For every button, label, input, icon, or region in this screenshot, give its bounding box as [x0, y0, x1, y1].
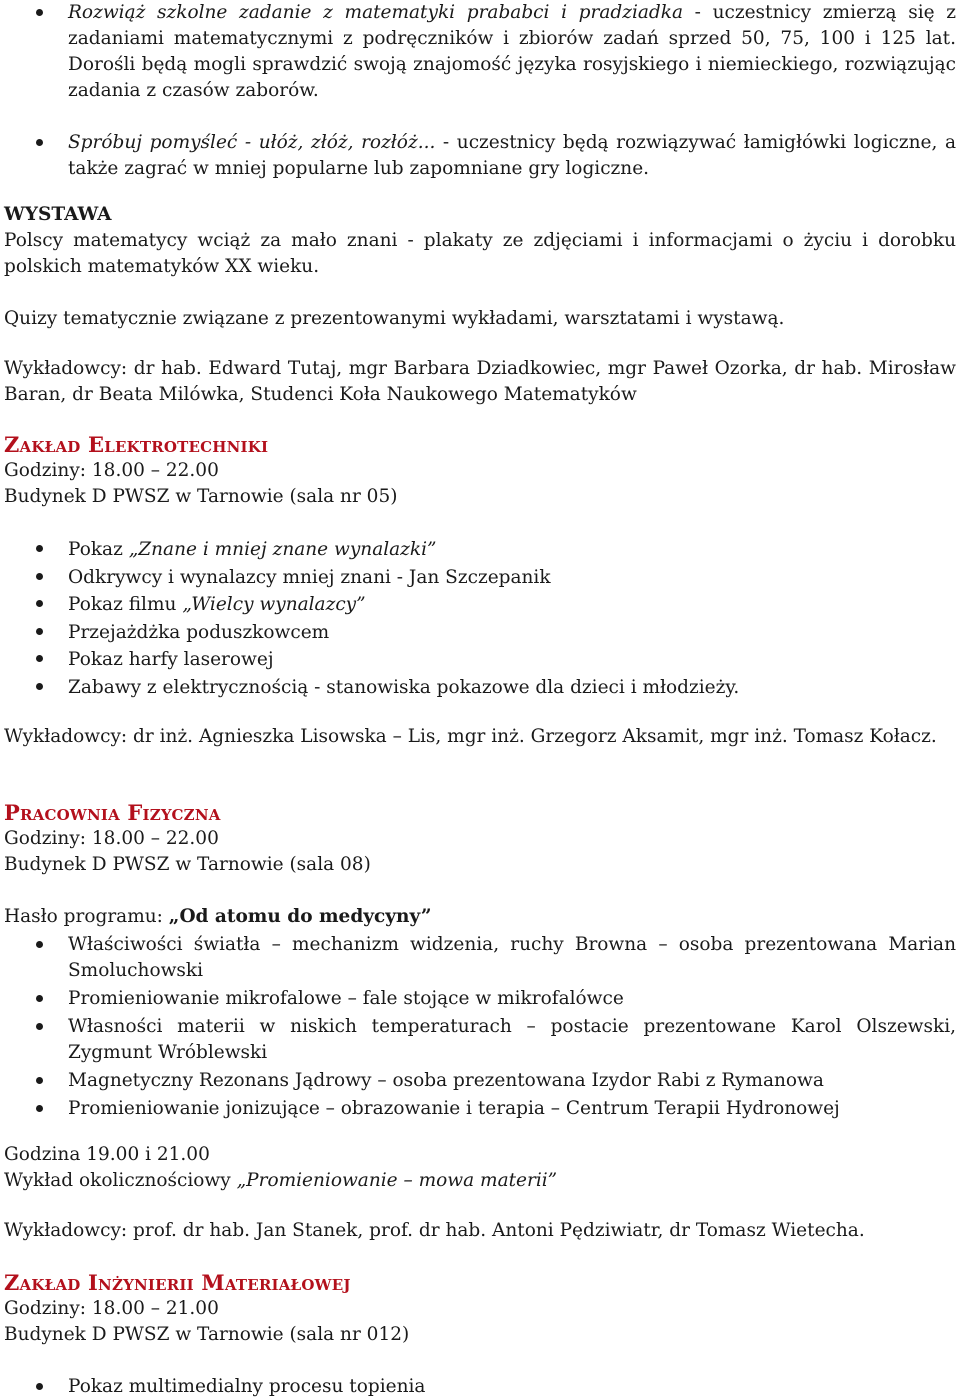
list-item: Właściwości światła – mechanizm widzenia, ruchy Browna – osoba prezentowana Marian Smoluchowski	[0, 932, 956, 984]
lecture-title-line	[4, 1168, 956, 1194]
wystawa-heading: WYSTAWA	[4, 204, 112, 225]
fizyka-lecture	[4, 1142, 956, 1194]
fizyka-list	[0, 932, 956, 1122]
section-heading: Zakład Inżynierii Materiałowej	[4, 1270, 351, 1295]
section-location: Budynek D PWSZ w Tarnowie (sala nr 012)	[4, 1324, 410, 1345]
list-item	[0, 536, 956, 564]
lecture-time: Godzina 19.00 i 21.00	[4, 1144, 210, 1165]
list-item: Własności materii w niskich temperaturach – postacie prezentowane Karol Olszewski, Zygmunt Wróblewski	[0, 1014, 956, 1066]
list-item: Pokaz multimedialny procesu topienia	[0, 1374, 956, 1400]
materialy-list	[0, 1374, 956, 1400]
fizyka-section	[4, 800, 956, 878]
list-item: Promieniowanie mikrofalowe – fale stojące w mikrofalówce	[0, 986, 956, 1012]
list-item	[0, 674, 956, 702]
item-title: „Znane i mniej znane wynalazki”	[128, 539, 437, 560]
fizyka-lecturers: Wykładowcy: prof. dr hab. Jan Stanek, prof. dr hab. Antoni Pędziwiatr, dr Tomasz Wietecha.	[4, 1220, 865, 1241]
quizy-text: Quizy tematycznie związane z prezentowanymi wykładami, warsztatami i wystawą.	[4, 308, 785, 329]
wystawa-section	[4, 202, 956, 280]
lecture-title: „Promieniowanie – mowa materii”	[236, 1170, 558, 1191]
item-text: Pokaz harfy laserowej	[68, 649, 274, 670]
list-item: Promieniowanie jonizujące – obrazowanie i terapia – Centrum Terapii Hydronowej	[0, 1096, 956, 1122]
bullet-title: Rozwiąż szkolne zadanie z matematyki prababci i pradziadka	[68, 2, 684, 23]
intro-bullet-list	[0, 0, 956, 182]
section-location: Budynek D PWSZ w Tarnowie (sala nr 05)	[4, 486, 398, 507]
list-item	[0, 0, 956, 104]
list-item	[0, 619, 956, 647]
elektro-list	[0, 536, 956, 701]
list-item	[0, 564, 956, 592]
item-text: Pokaz	[68, 539, 129, 560]
bullet-text: - uczestnicy będą rozwiązywać łamigłówki logiczne, a także zagrać w mniej popularne lub zapomniane gry logiczne.	[68, 132, 956, 179]
list-item: Magnetyczny Rezonans Jądrowy – osoba prezentowana Izydor Rabi z Rymanowa	[0, 1068, 956, 1094]
lecture-label: Wykład okolicznościowy	[4, 1170, 237, 1191]
list-item	[0, 130, 956, 182]
item-text: Pokaz filmu	[68, 594, 183, 615]
section-location: Budynek D PWSZ w Tarnowie (sala 08)	[4, 854, 371, 875]
section-hours: Godziny: 18.00 – 21.00	[4, 1298, 219, 1319]
section-hours: Godziny: 18.00 – 22.00	[4, 828, 219, 849]
motto-label: Hasło programu:	[4, 906, 169, 927]
item-text: Przejażdżka poduszkowcem	[68, 621, 330, 643]
elektro-lecturers: Wykładowcy: dr inż. Agnieszka Lisowska – Lis, mgr inż. Grzegorz Aksamit, mgr inż. Tomasz Kołacz.	[4, 726, 937, 747]
item-text: Zabawy z elektrycznością - stanowiska pokazowe dla dzieci i młodzieży.	[68, 676, 740, 698]
item-text: Odkrywcy i wynalazcy mniej znani - Jan Szczepanik	[68, 566, 551, 588]
motto-title: „Od atomu do medycyny”	[168, 906, 432, 927]
section-hours: Godziny: 18.00 – 22.00	[4, 460, 219, 481]
section-heading: Pracownia Fizyczna	[4, 800, 221, 825]
section-heading: Zakład Elektrotechniki	[4, 432, 269, 457]
materialy-section	[4, 1270, 956, 1348]
math-lecturers: Wykładowcy: dr hab. Edward Tutaj, mgr Barbara Dziadkowiec, mgr Paweł Ozorka, dr hab. Mirosław Baran, dr Beata Milówka, Studenci Koła Naukowego Matematyków	[4, 358, 956, 405]
fizyka-motto	[4, 904, 956, 930]
bullet-text: - uczestnicy zmierzą się z zadaniami matematycznymi z podręczników i zbiorów zadań sprzed 50, 75, 100 i 125 lat. Dorośli będą mogli sprawdzić swoją znajomość języka rosyjskiego i niemieckiego, rozwiązując zadania z czasów zaborów.	[68, 2, 956, 101]
bullet-title: Spróbuj pomyśleć - ułóż, złóż, rozłóż...	[68, 132, 436, 153]
list-item	[0, 646, 956, 674]
elektro-section	[4, 432, 956, 510]
list-item	[0, 591, 956, 619]
wystawa-text: Polscy matematycy wciąż za mało znani - plakaty ze zdjęciami i informacjami o życiu i dorobku polskich matematyków XX wieku.	[4, 230, 956, 277]
item-title: „Wielcy wynalazcy”	[182, 594, 366, 615]
